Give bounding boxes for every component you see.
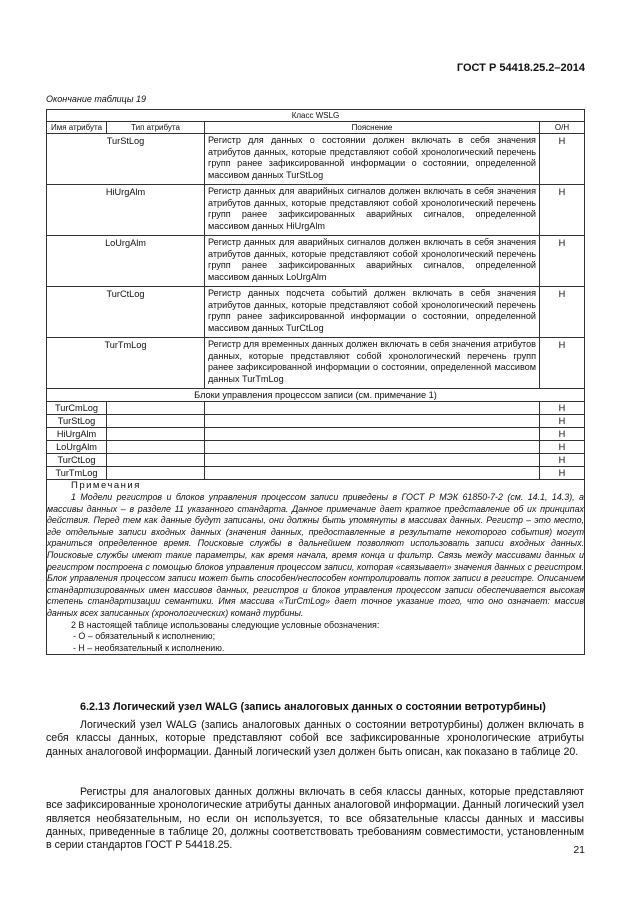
class-title: Класс WSLG [47, 110, 585, 122]
attr-mo: Н [540, 236, 585, 287]
document-code: ГОСТ Р 54418.25.2–2014 [456, 62, 585, 74]
control-name: TurCmLog [47, 402, 107, 415]
control-blocks-subheader: Блоки управления процессом записи (см. примечание 1) [47, 389, 585, 402]
table-row [47, 185, 585, 236]
control-type [107, 441, 205, 454]
control-type [107, 467, 205, 480]
control-row [47, 415, 585, 428]
control-row [47, 454, 585, 467]
control-row [47, 402, 585, 415]
attr-name: TurTmLog [47, 338, 205, 389]
attr-name: HiUrgAlm [47, 185, 205, 236]
wslg-table [46, 109, 585, 655]
attr-desc: Регистр для временных данных должен включать в себя значения атрибутов данных, которые представляют собой хронологический перечень групп ранее зафиксированной информации о состоянии, определенной массивом данных TurTmLog [205, 338, 540, 389]
notes-row [47, 480, 585, 655]
control-row [47, 428, 585, 441]
attr-desc: Регистр данных подсчета событий должен включать в себя значения атрибутов данных, которые представляют собой хронологический перечень групп ранее зафиксированной информации о состоянии, определенной массивом данных TurCtLog [205, 287, 540, 338]
control-desc [205, 441, 540, 454]
header-attr-name: Имя атрибута [47, 122, 107, 134]
legend-optional: - Н – необязательный к исполнению. [73, 642, 225, 653]
control-desc [205, 467, 540, 480]
control-desc [205, 402, 540, 415]
attr-name: LoUrgAlm [47, 236, 205, 287]
paragraph-2: Регистры для аналоговых данных должны включать в себя классы данных, которые представляют все зафиксированные хронологические атрибуты данных аналоговой информации. Данный логический узел является необязательным, но если он используется, то все обязательные классы данных и массивы данных, приведенные в таблице 20, должны соответствовать требованиям совместимости, установленным в серии стандартов ГОСТ Р 54418.25. [46, 786, 584, 852]
control-desc [205, 428, 540, 441]
table-row [47, 236, 585, 287]
table-caption: Окончание таблицы 19 [46, 94, 146, 104]
table-row [47, 287, 585, 338]
paragraph-1: Логический узел WALG (запись аналоговых данных о состоянии ветротурбины) должен включать в себя классы данных, которые представляют собой все зафиксированные хронологические атрибуты данных аналоговой информации. Данный логический узел должен быть описан, как показано в таблице 20. [46, 719, 584, 758]
control-type [107, 454, 205, 467]
class-title-row [47, 110, 585, 122]
note-1: 1 Модели регистров и блоков управления процессом записи приведены в ГОСТ Р МЭК 61850-7-2 (см. 14.1, 14.3), а массивы данных – в разделе 11 указанного стандарта. Данное примечание дает краткое представление об их принципах действия. Перед тем как данные будут записаны, они должны быть упомянуты в массивах данных. Регистр – это место, где отдельные записи входных данных (значения данных, предоставленные в результате некоторого события) могут храниться определенное время. Поисковые службы в дальнейшем позволяют использовать записи входных данных. Поисковые службы имеют такие параметры, как время начала, время конца и фильтр. Связь между массивами данных и регистром построена с помощью блоков управления процессом записи, которая «связывает» значения данных с регистром. Блок управления процессом записи может быть способен/неспособен контролировать поток записи в регистре. Описанием стандартизированных имен массивов данных, регистров и блоков управления процессом записи обеспечивается высокая степень стандартизации семантики. Имя массива «TurCmLog» дает точное указание того, что оно означает: массив данных всех записанных (хронологических) команд турбины. [47, 492, 584, 618]
attr-mo: Н [540, 287, 585, 338]
control-mo: Н [540, 428, 585, 441]
control-mo: Н [540, 415, 585, 428]
attr-mo: Н [540, 185, 585, 236]
control-name: HiUrgAlm [47, 428, 107, 441]
control-name: TurCtLog [47, 454, 107, 467]
header-mo: О/Н [540, 122, 585, 134]
notes-cell [47, 480, 585, 655]
control-mo: Н [540, 454, 585, 467]
attr-desc: Регистр данных для аварийных сигналов должен включать в себя значения атрибутов данных, которые представляют собой хронологический перечень групп ранее зафиксированных аварийных сигналов, определенной массивом данных HiUrgAlm [205, 185, 540, 236]
section-heading: 6.2.13 Логический узел WALG (запись аналоговых данных о состоянии ветротурбины) [80, 701, 546, 713]
header-row [47, 122, 585, 134]
control-name: TurTmLog [47, 467, 107, 480]
control-row [47, 441, 585, 454]
header-attr-type: Тип атрибута [107, 122, 205, 134]
note-2: 2 В настоящей таблице использованы следующие условные обозначения: [71, 619, 380, 630]
control-type [107, 428, 205, 441]
control-desc [205, 415, 540, 428]
notes-title: Примечания [71, 480, 141, 491]
control-desc [205, 454, 540, 467]
legend-mandatory: - О – обязательный к исполнению; [73, 631, 216, 642]
control-type [107, 402, 205, 415]
attr-name: TurStLog [47, 134, 205, 185]
control-name: TurStLog [47, 415, 107, 428]
control-type [107, 415, 205, 428]
attr-desc: Регистр для данных о состоянии должен включать в себя значения атрибутов данных, которые представляют собой хронологический перечень групп ранее зафиксированной информации о состоянии, определенной массивом данных TurStLog [205, 134, 540, 185]
control-mo: Н [540, 402, 585, 415]
table-row [47, 134, 585, 185]
table-row [47, 338, 585, 389]
attr-desc: Регистр данных для аварийных сигналов должен включать в себя значения атрибутов данных, которые представляют собой хронологический перечень групп ранее зафиксированных аварийных сигналов, определенной массивом данных LoUrgAlm [205, 236, 540, 287]
control-mo: Н [540, 467, 585, 480]
control-name: LoUrgAlm [47, 441, 107, 454]
attr-mo: Н [540, 134, 585, 185]
control-mo: Н [540, 441, 585, 454]
control-row [47, 467, 585, 480]
control-blocks-subheader-row [47, 389, 585, 402]
attr-mo: Н [540, 338, 585, 389]
page-number: 21 [573, 844, 585, 856]
header-explanation: Пояснение [205, 122, 540, 134]
attr-name: TurCtLog [47, 287, 205, 338]
